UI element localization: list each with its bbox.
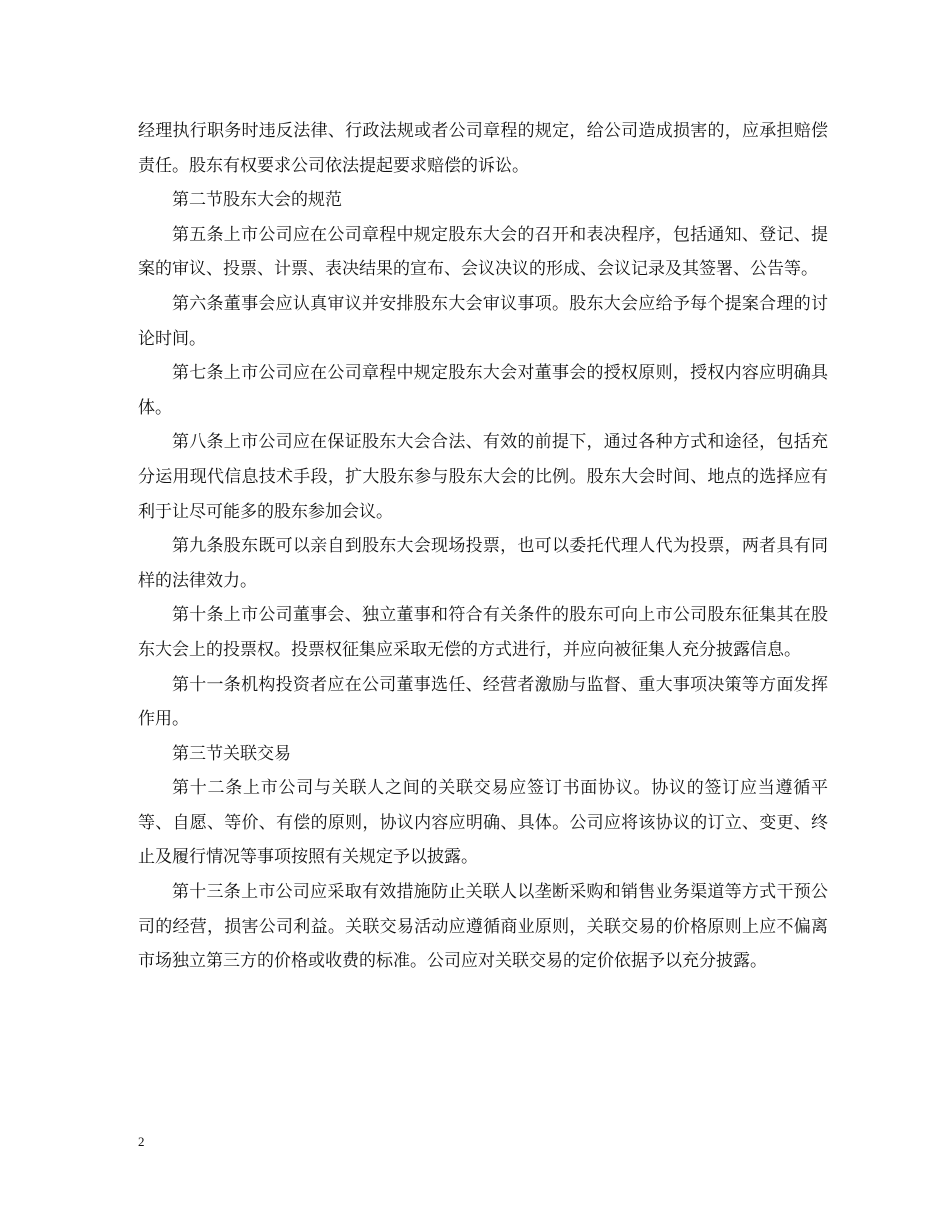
paragraph-continuation: 经理执行职务时违反法律、行政法规或者公司章程的规定，给公司造成损害的，应承担赔偿责任。股东有权要求公司依法提起要求赔偿的诉讼。 [138,121,828,176]
article-13: 第十三条上市公司应采取有效措施防止关联人以垄断采购和销售业务渠道等方式干预公司的经营，损害公司利益。关联交易活动应遵循商业原则，关联交易的价格原则上应不偏离市场独立第三方的价格或收费的标准。公司应对关联交易的定价依据予以充分披露。 [138,882,828,972]
article-9: 第九条股东既可以亲自到股东大会现场投票，也可以委托代理人代为投票，两者具有同样的法律效力。 [138,536,828,591]
page-number: 2 [138,1134,145,1149]
article-12: 第十二条上市公司与关联人之间的关联交易应签订书面协议。协议的签订应当遵循平等、自愿、等价、有偿的原则，协议内容应明确、具体。公司应将该协议的订立、变更、终止及履行情况等事项按照有关规定予以披露。 [138,778,828,868]
section-heading-3: 第三节关联交易 [172,743,291,764]
article-11: 第十一条机构投资者应在公司董事选任、经营者激励与监督、重大事项决策等方面发挥作用。 [138,674,828,730]
article-6: 第六条董事会应认真审议并安排股东大会审议事项。股东大会应给予每个提案合理的讨论时间。 [138,293,828,349]
article-7: 第七条上市公司应在公司章程中规定股东大会对董事会的授权原则，授权内容应明确具体。 [138,363,828,418]
article-10: 第十条上市公司董事会、独立董事和符合有关条件的股东可向上市公司股东征集其在股东大会上的投票权。投票权征集应采取无偿的方式进行，并应向被征集人充分披露信息。 [138,605,828,660]
document-body [138,114,828,979]
article-8: 第八条上市公司应在保证股东大会合法、有效的前提下，通过各种方式和途径，包括充分运用现代信息技术手段，扩大股东参与股东大会的比例。股东大会时间、地点的选择应有利于让尽可能多的股东参加会议。 [138,432,828,522]
section-heading-2: 第二节股东大会的规范 [172,190,342,211]
article-5: 第五条上市公司应在公司章程中规定股东大会的召开和表决程序，包括通知、登记、提案的审议、投票、计票、表决结果的宣布、会议决议的形成、会议记录及其签署、公告等。 [138,224,828,280]
